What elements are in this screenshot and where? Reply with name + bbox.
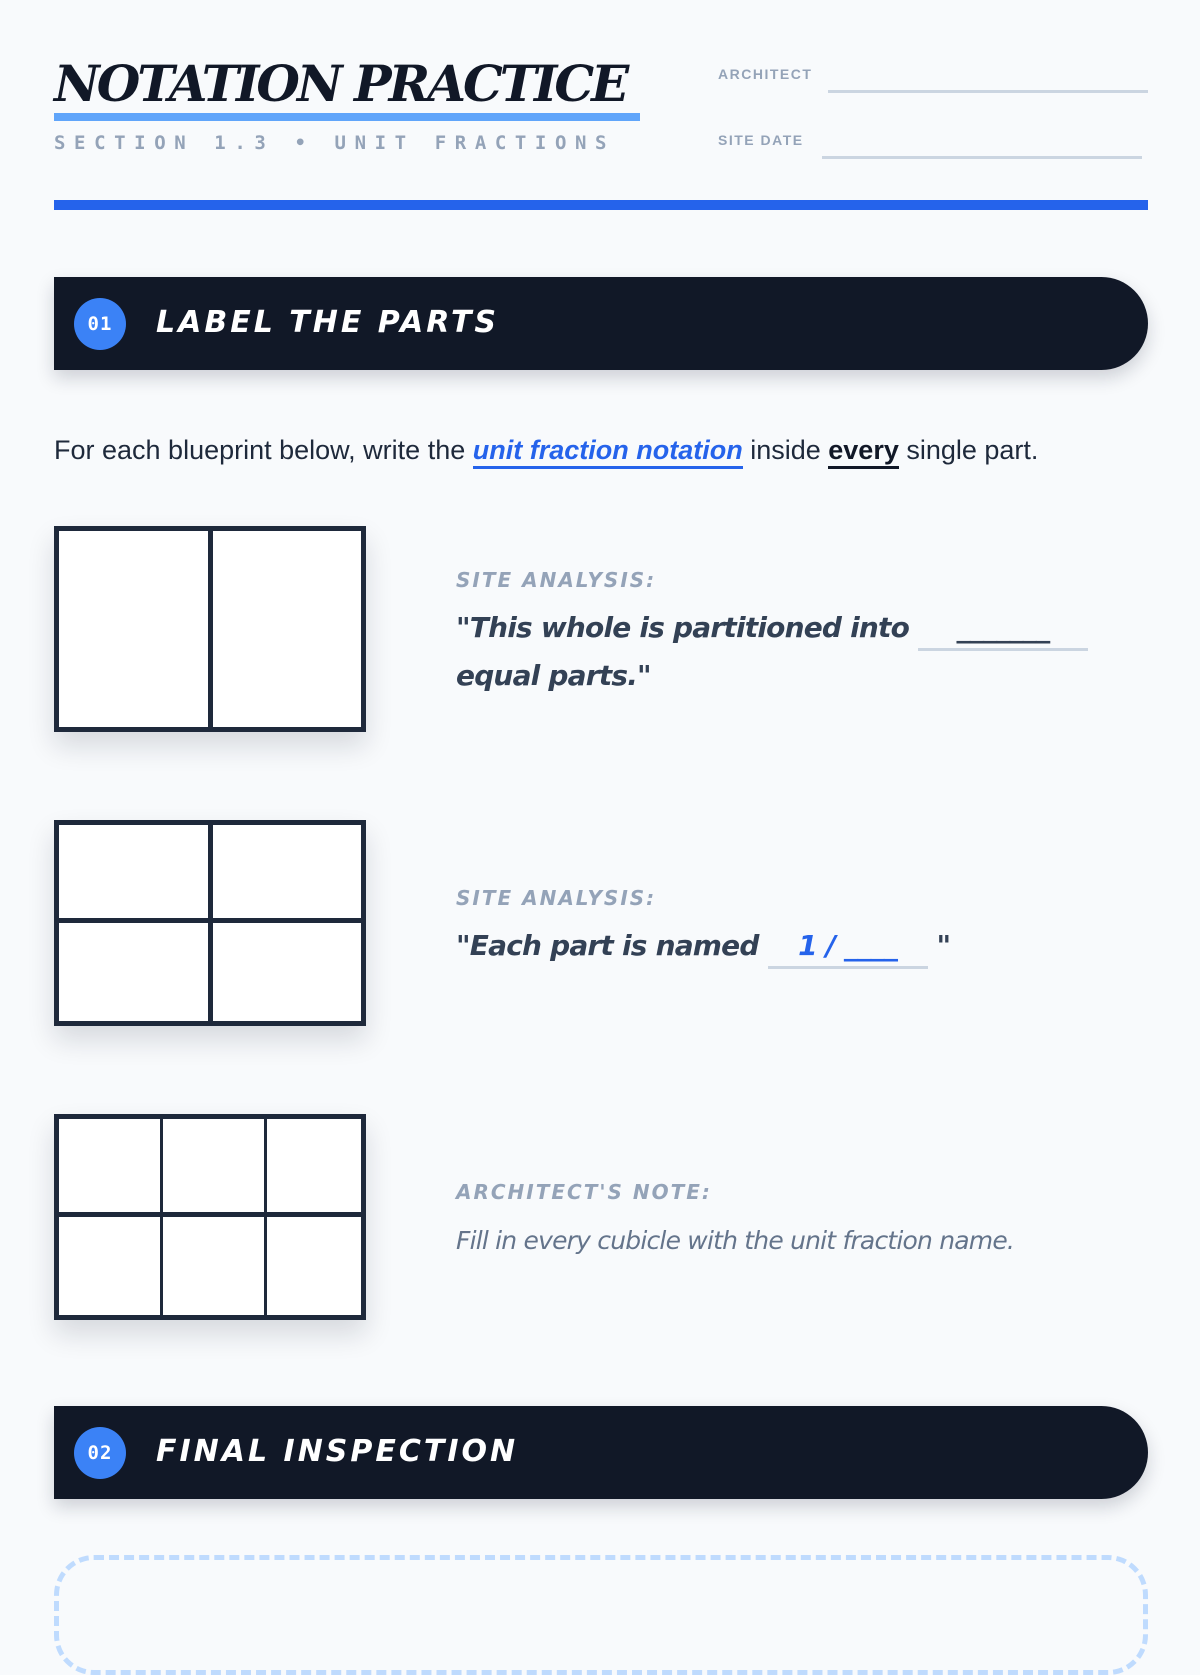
naming-question-end: ": [927, 929, 951, 962]
blueprint-part[interactable]: [59, 531, 213, 727]
site-analysis-label: SITE ANALYSIS:: [456, 886, 657, 910]
blueprint-part[interactable]: [163, 1119, 267, 1217]
blueprint-part[interactable]: [267, 1217, 361, 1315]
blueprint-part[interactable]: [59, 923, 213, 1021]
architects-note-label: ARCHITECT'S NOTE:: [456, 1180, 712, 1204]
blueprint-part[interactable]: [213, 531, 361, 727]
section-number-badge: 01: [74, 298, 126, 350]
instructions-text: [54, 432, 1154, 468]
final-inspection-box: [54, 1555, 1148, 1675]
architects-note-text: Fill in every cubicle with the unit fraction name.: [456, 1226, 1015, 1255]
instructions-middle: inside: [742, 435, 829, 465]
section-title: FINAL INSPECTION: [156, 1434, 519, 1469]
emphasis-every: every: [828, 435, 899, 469]
title-underline: [54, 113, 640, 121]
header-divider: [54, 200, 1148, 210]
blueprint-part[interactable]: [213, 923, 361, 1021]
partition-question-end: equal parts.": [456, 659, 651, 692]
site-date-label: SITE DATE: [718, 132, 804, 148]
worksheet-title: NOTATION PRACTICE: [54, 54, 627, 113]
blueprint-quarters: [54, 820, 366, 1026]
blueprint-part[interactable]: [59, 825, 213, 923]
partition-question-text: "This whole is partitioned into: [456, 611, 918, 644]
instructions-before: For each blueprint below, write the: [54, 435, 473, 465]
blueprint-part[interactable]: [267, 1119, 361, 1217]
instructions-after: single part.: [898, 435, 1039, 465]
unit-fraction-blank[interactable]: 1 / ____: [768, 926, 928, 969]
site-analysis-label: SITE ANALYSIS:: [456, 568, 657, 592]
parts-count-blank[interactable]: _______: [918, 608, 1088, 651]
blueprint-halves: [54, 526, 366, 732]
blueprint-part[interactable]: [59, 1119, 163, 1217]
section-subtitle: SECTION 1.3 • UNIT FRACTIONS: [54, 132, 616, 154]
section-banner-label-the-parts: [54, 277, 1148, 370]
blueprint-sixths: [54, 1114, 366, 1320]
site-date-field[interactable]: [822, 156, 1142, 159]
blueprint-part[interactable]: [163, 1217, 267, 1315]
architect-label: ARCHITECT: [718, 66, 813, 82]
section-banner-final-inspection: [54, 1406, 1148, 1499]
section-title: LABEL THE PARTS: [156, 305, 500, 340]
section-number-badge: 02: [74, 1427, 126, 1479]
partition-question: [456, 604, 1088, 652]
blueprint-part[interactable]: [213, 825, 361, 923]
naming-question: [456, 922, 950, 970]
blueprint-part[interactable]: [59, 1217, 163, 1315]
key-term-unit-fraction-notation: unit fraction notation: [473, 435, 743, 469]
naming-question-text: "Each part is named: [456, 929, 768, 962]
architect-field[interactable]: [828, 90, 1148, 93]
